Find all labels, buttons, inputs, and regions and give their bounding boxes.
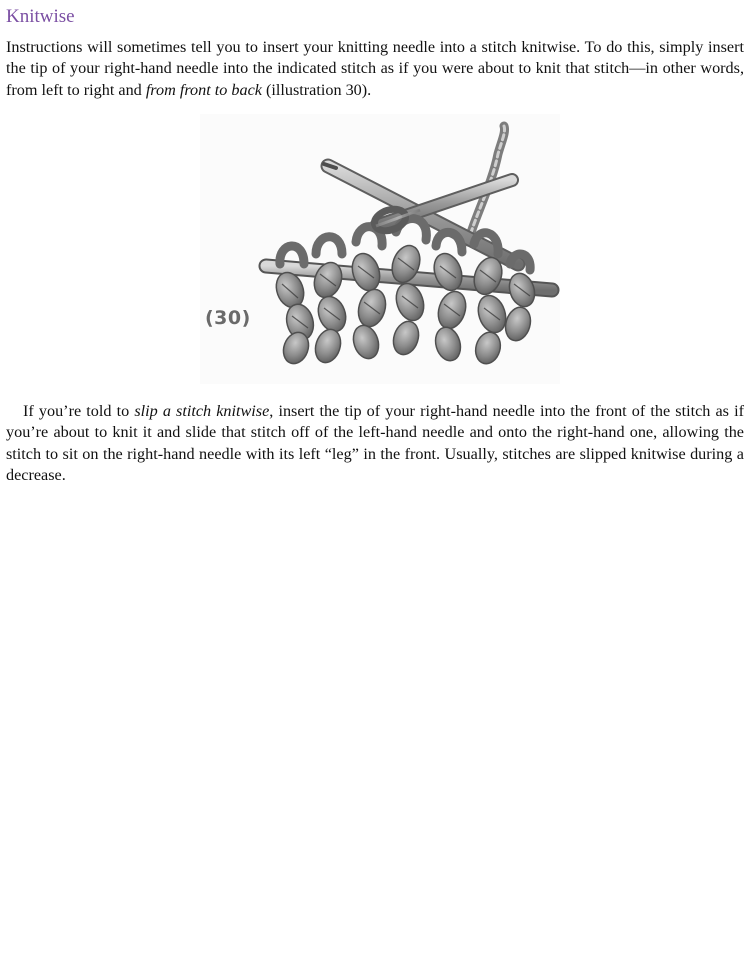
para1-emphasis: from front to back [145,80,262,99]
paragraph-slip-stitch [6,401,744,486]
section-title: Knitwise [6,6,75,27]
para2-text-b: , insert the tip of your right-hand needle into the front of the stitch as if you’re about to knit it and slide that stitch off of the left-hand needle and onto the right-hand one, allowing the stitch to sit on the right-hand needle with its left “leg” in the front. Usually, stitches are slipped knitwise during a decrease. [6,402,744,484]
knitting-illustration [200,114,560,384]
para2-text-a: If you’re told to [23,402,135,420]
para1-text-a: Instructions will sometimes tell you to insert your knitting needle into a stitch knitwise. To do this, simply insert the tip of your right-hand needle into the indicated stitch as if you were about to knit that stitch—in other words, from left to right and [6,38,744,99]
para2-emphasis: slip a stitch knitwise [134,402,270,420]
knitting-needles-illustration-icon [200,114,560,384]
figure-label: (30) [205,307,251,329]
paragraph-knitwise-instructions [6,37,744,101]
para1-text-b: (illustration 30). [261,80,372,99]
